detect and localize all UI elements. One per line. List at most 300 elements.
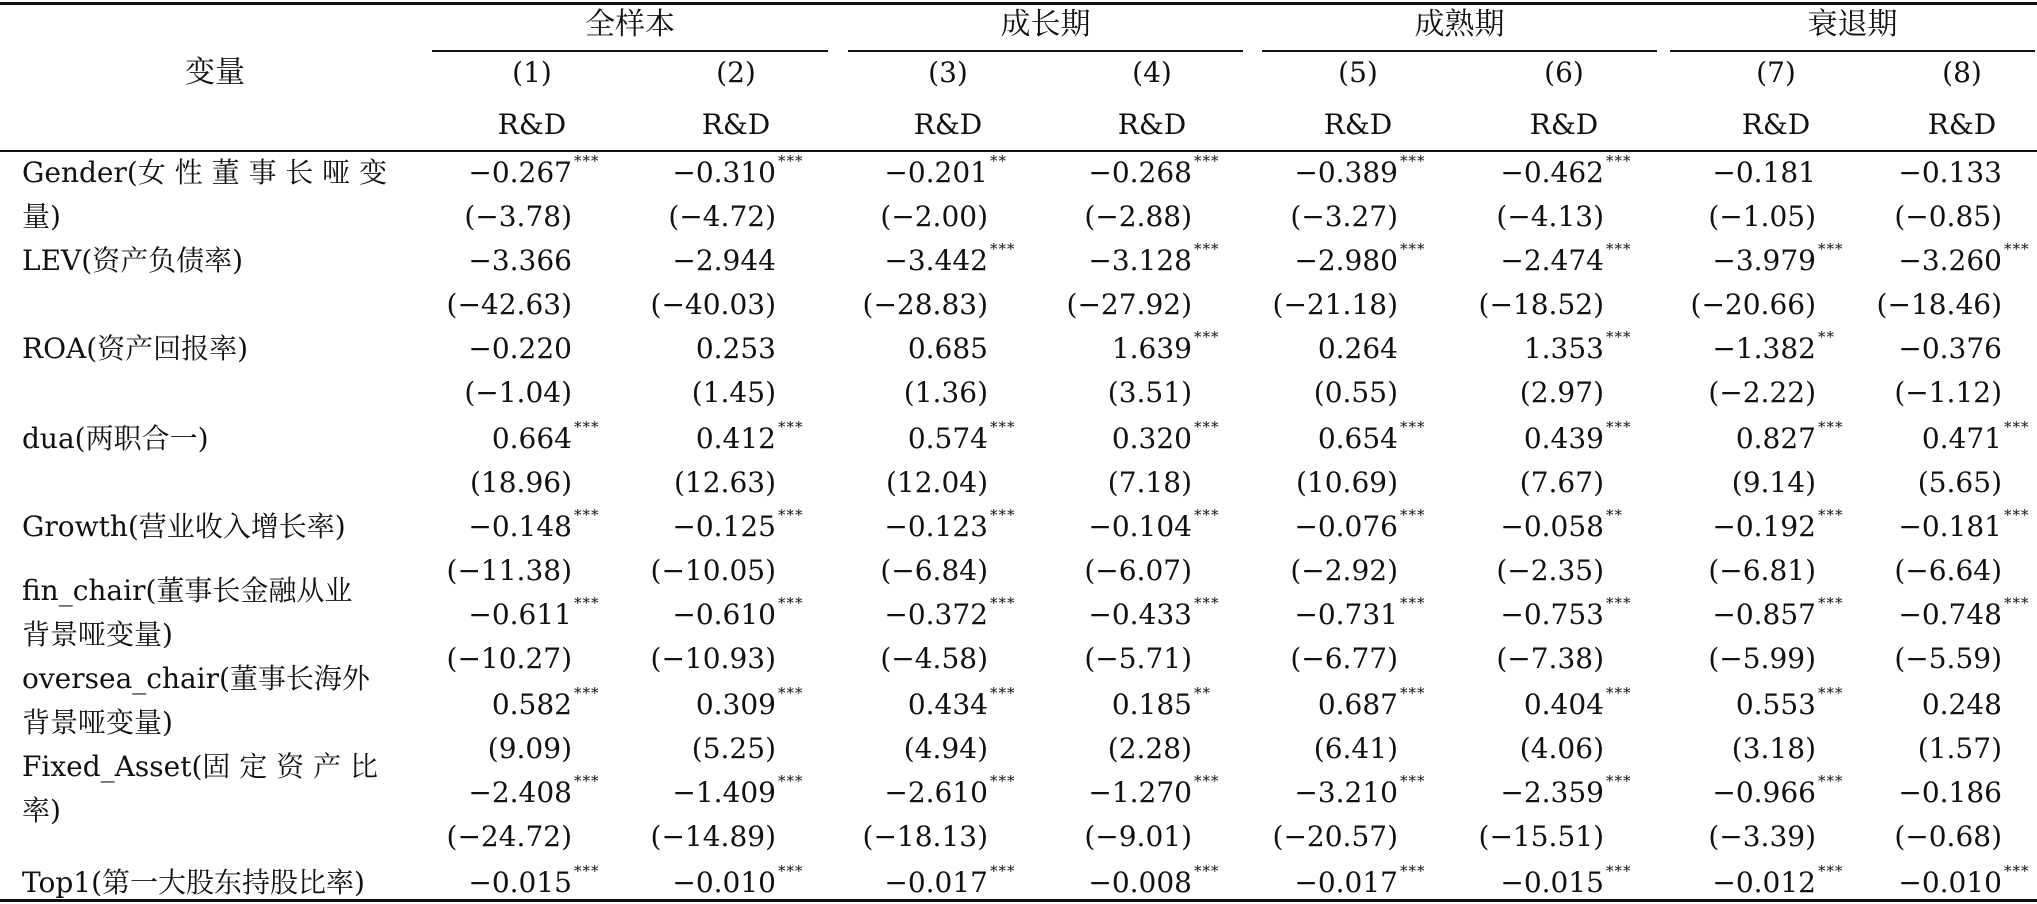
group-underline [1262, 50, 1657, 52]
significance-stars: *** [2004, 594, 2030, 612]
coefficient-value: 0.264 [1317, 332, 1398, 365]
coefficient-cell [788, 862, 1016, 899]
coefficient-value: −3.366 [468, 244, 572, 277]
significance-stars: *** [574, 772, 600, 790]
dependent-variable: R&D [497, 108, 567, 141]
t-statistic: (−27.92) [1066, 288, 1192, 321]
coefficient-cell [1198, 594, 1426, 631]
significance-stars: *** [990, 684, 1016, 702]
t-statistic: (2.28) [1107, 732, 1192, 765]
significance-stars: *** [778, 418, 804, 436]
t-statistic: (5.65) [1917, 466, 2002, 499]
coefficient-cell [372, 594, 600, 631]
coefficient-value: 0.553 *** [1735, 684, 1844, 721]
significance-stars: *** [1400, 418, 1426, 436]
t-statistic: (−24.72) [446, 820, 572, 853]
coefficient-value: −0.104 *** [1088, 506, 1220, 543]
significance-stars: *** [1194, 594, 1220, 612]
t-statistic: (18.96) [469, 466, 572, 499]
significance-stars: *** [1194, 240, 1220, 258]
coefficient-cell [788, 418, 1016, 455]
t-statistic: (4.06) [1519, 732, 1604, 765]
coefficient-cell [372, 152, 600, 189]
significance-stars: *** [778, 772, 804, 790]
dependent-variable: R&D [913, 108, 983, 141]
coefficient-cell [372, 506, 600, 543]
t-statistic: (−2.88) [1084, 200, 1192, 233]
coefficient-cell [1802, 418, 2030, 455]
t-statistic: (1.36) [903, 376, 988, 409]
significance-stars: *** [1400, 506, 1426, 524]
coefficient-value: −0.610 *** [672, 594, 804, 631]
t-statistic: (−4.72) [668, 200, 776, 233]
t-statistic: (−11.38) [446, 554, 572, 587]
significance-stars: *** [1606, 240, 1632, 258]
coefficient-cell [992, 418, 1220, 455]
significance-stars: *** [990, 240, 1016, 258]
coefficient-cell [992, 328, 1220, 365]
t-statistic: (7.18) [1107, 466, 1192, 499]
significance-stars: *** [2004, 418, 2030, 436]
significance-stars: *** [1818, 240, 1844, 258]
coefficient-cell [372, 334, 572, 364]
coefficient-value: −0.462 *** [1500, 152, 1632, 189]
variable-label: 率) [22, 794, 61, 827]
coefficient-cell [372, 418, 600, 455]
coefficient-value: −3.260 *** [1898, 240, 2030, 277]
t-statistic: (9.14) [1731, 466, 1816, 499]
significance-stars: *** [1606, 418, 1632, 436]
coefficient-value: 0.253 [695, 332, 776, 365]
significance-stars: *** [1818, 594, 1844, 612]
variable-label: 背景哑变量) [22, 706, 173, 739]
coefficient-cell [576, 418, 804, 455]
coefficient-value: 0.582 *** [491, 684, 600, 721]
t-statistic: (−4.58) [880, 642, 988, 675]
column-number: (2) [716, 56, 756, 89]
significance-stars: *** [1818, 418, 1844, 436]
coefficient-cell [1198, 152, 1426, 189]
significance-stars: *** [2004, 862, 2030, 880]
coefficient-cell [372, 772, 600, 809]
coefficient-value: 0.434 *** [907, 684, 1016, 721]
column-number: (6) [1544, 56, 1584, 89]
significance-stars: *** [1194, 772, 1220, 790]
coefficient-cell [1616, 328, 1835, 365]
t-statistic: (−0.85) [1894, 200, 2002, 233]
column-number: (8) [1942, 56, 1982, 89]
coefficient-cell [1404, 240, 1632, 277]
significance-stars: *** [990, 862, 1016, 880]
coefficient-cell [1198, 240, 1426, 277]
coefficient-value: −0.015 *** [468, 862, 600, 899]
coefficient-value: −0.010 *** [672, 862, 804, 899]
coefficient-value: 0.471 *** [1921, 418, 2030, 455]
coefficient-value: −0.133 [1898, 156, 2002, 189]
variable-label: Top1(第一大股东持股比率) [22, 866, 365, 899]
coefficient-cell [1802, 158, 2002, 188]
t-statistic: (3.18) [1731, 732, 1816, 765]
group-header: 成熟期 [1414, 7, 1505, 42]
significance-stars: *** [778, 862, 804, 880]
significance-stars: *** [1606, 772, 1632, 790]
coefficient-value: −3.442 *** [884, 240, 1016, 277]
coefficient-value: 0.827 *** [1735, 418, 1844, 455]
dependent-variable: R&D [1927, 108, 1997, 141]
coefficient-value: −0.220 [468, 332, 572, 365]
coefficient-cell [1616, 506, 1844, 543]
coefficient-value: 0.574 *** [907, 418, 1016, 455]
coefficient-cell [1198, 772, 1426, 809]
significance-stars: ** [1818, 328, 1835, 346]
t-statistic: (−4.13) [1496, 200, 1604, 233]
t-statistic: (−1.04) [464, 376, 572, 409]
group-header: 衰退期 [1807, 7, 1898, 42]
t-statistic: (−10.05) [650, 554, 776, 587]
coefficient-cell [372, 684, 600, 721]
variable-label: Growth(营业收入增长率) [22, 510, 346, 543]
coefficient-cell [992, 152, 1220, 189]
group-header: 成长期 [1000, 7, 1091, 42]
coefficient-value: −0.181 [1712, 156, 1816, 189]
coefficient-cell [992, 240, 1220, 277]
coefficient-value: −0.017 *** [884, 862, 1016, 899]
coefficient-cell [788, 506, 1016, 543]
coefficient-value: 0.687 *** [1317, 684, 1426, 721]
t-statistic: (−7.38) [1496, 642, 1604, 675]
coefficient-value: −0.966 *** [1712, 772, 1844, 809]
coefficient-cell [576, 684, 804, 721]
coefficient-cell [992, 506, 1220, 543]
coefficient-value: 0.404 *** [1523, 684, 1632, 721]
coefficient-cell [576, 246, 776, 276]
group-underline [432, 50, 828, 52]
significance-stars: *** [1400, 684, 1426, 702]
coefficient-cell [1198, 862, 1426, 899]
variable-label: ROA(资产回报率) [22, 332, 249, 365]
significance-stars: *** [1606, 594, 1632, 612]
significance-stars: *** [1194, 506, 1220, 524]
significance-stars: *** [574, 418, 600, 436]
significance-stars: *** [1194, 328, 1220, 346]
significance-stars: *** [574, 506, 600, 524]
coefficient-cell [1802, 690, 2002, 720]
significance-stars: *** [2004, 240, 2030, 258]
coefficient-cell [576, 506, 804, 543]
variable-label: oversea_chair(董事长海外 [22, 662, 370, 695]
t-statistic: (−2.35) [1496, 554, 1604, 587]
coefficient-cell [1616, 862, 1844, 899]
coefficient-cell [576, 772, 804, 809]
coefficient-value: −0.857 *** [1712, 594, 1844, 631]
coefficient-value: 0.654 *** [1317, 418, 1426, 455]
coefficient-cell [1802, 594, 2030, 631]
coefficient-cell [1404, 772, 1632, 809]
t-statistic: (−1.12) [1894, 376, 2002, 409]
column-number: (7) [1756, 56, 1796, 89]
coefficient-cell [576, 862, 804, 899]
coefficient-cell [1404, 418, 1632, 455]
coefficient-value: −0.372 *** [884, 594, 1016, 631]
coefficient-value: −3.210 *** [1294, 772, 1426, 809]
t-statistic: (−21.18) [1272, 288, 1398, 321]
variable-label: fin_chair(董事长金融从业 [22, 574, 353, 607]
significance-stars: *** [1400, 594, 1426, 612]
coefficient-value: 1.353 *** [1523, 328, 1632, 365]
coefficient-value: −2.980 *** [1294, 240, 1426, 277]
t-statistic: (2.97) [1519, 376, 1604, 409]
t-statistic: (12.04) [885, 466, 988, 499]
coefficient-cell [576, 152, 804, 189]
coefficient-cell [576, 334, 776, 364]
dependent-variable: R&D [1117, 108, 1187, 141]
coefficient-cell [788, 152, 1007, 189]
significance-stars: *** [1400, 862, 1426, 880]
significance-stars: *** [574, 152, 600, 170]
significance-stars: *** [574, 862, 600, 880]
t-statistic: (−5.59) [1894, 642, 2002, 675]
coefficient-cell [788, 594, 1016, 631]
coefficient-value: −0.376 [1898, 332, 2002, 365]
coefficient-cell [1616, 418, 1844, 455]
coefficient-value: −2.474 *** [1500, 240, 1632, 277]
t-statistic: (−5.71) [1084, 642, 1192, 675]
t-statistic: (−2.22) [1708, 376, 1816, 409]
coefficient-cell [1616, 684, 1844, 721]
coefficient-cell [1198, 418, 1426, 455]
t-statistic: (0.55) [1313, 376, 1398, 409]
t-statistic: (6.41) [1313, 732, 1398, 765]
coefficient-value: −0.748 *** [1898, 594, 2030, 631]
significance-stars: *** [990, 594, 1016, 612]
t-statistic: (−28.83) [862, 288, 988, 321]
coefficient-value: −0.731 *** [1294, 594, 1426, 631]
coefficient-cell [788, 772, 1016, 809]
coefficient-cell [1802, 506, 2030, 543]
t-statistic: (−2.92) [1290, 554, 1398, 587]
coefficient-cell [788, 334, 988, 364]
coefficient-cell [1802, 240, 2030, 277]
coefficient-value: −0.201 ** [884, 152, 1007, 189]
coefficient-cell [1404, 594, 1632, 631]
significance-stars: *** [1818, 772, 1844, 790]
group-header: 全样本 [585, 7, 675, 42]
t-statistic: (−15.51) [1478, 820, 1604, 853]
coefficient-cell [992, 684, 1211, 721]
coefficient-cell [1198, 334, 1398, 364]
t-statistic: (−10.27) [446, 642, 572, 675]
coefficient-cell [1616, 772, 1844, 809]
variable-label: Fixed_Asset(固 定 资 产 比 [22, 750, 378, 783]
coefficient-cell [1404, 152, 1632, 189]
significance-stars: *** [1818, 684, 1844, 702]
variable-label: 背景哑变量) [22, 618, 173, 651]
t-statistic: (−2.00) [880, 200, 988, 233]
significance-stars: *** [1400, 152, 1426, 170]
coefficient-value: 0.320 *** [1111, 418, 1220, 455]
significance-stars: *** [990, 418, 1016, 436]
coefficient-value: 0.439 *** [1523, 418, 1632, 455]
coefficient-value: −2.610 *** [884, 772, 1016, 809]
significance-stars: *** [778, 152, 804, 170]
column-number: (4) [1132, 56, 1172, 89]
t-statistic: (12.63) [673, 466, 776, 499]
dependent-variable: R&D [701, 108, 771, 141]
coefficient-value: 0.185 ** [1111, 684, 1211, 721]
variable-label: Gender(女 性 董 事 长 哑 变 [22, 156, 388, 189]
t-statistic: (−6.77) [1290, 642, 1398, 675]
coefficient-value: −0.125 *** [672, 506, 804, 543]
t-statistic: (−9.01) [1084, 820, 1192, 853]
t-statistic: (3.51) [1107, 376, 1192, 409]
coefficient-cell [1404, 506, 1623, 543]
significance-stars: *** [1818, 862, 1844, 880]
t-statistic: (−6.84) [880, 554, 988, 587]
significance-stars: *** [2004, 506, 2030, 524]
coefficient-value: −2.359 *** [1500, 772, 1632, 809]
coefficient-value: −0.753 *** [1500, 594, 1632, 631]
t-statistic: (−3.27) [1290, 200, 1398, 233]
significance-stars: *** [778, 506, 804, 524]
coefficient-value: −0.076 *** [1294, 506, 1426, 543]
coefficient-value: −0.181 *** [1898, 506, 2030, 543]
coefficient-value: −0.017 *** [1294, 862, 1426, 899]
t-statistic: (−5.99) [1708, 642, 1816, 675]
coefficient-value: −0.389 *** [1294, 152, 1426, 189]
variable-label: 量) [22, 200, 61, 233]
coefficient-cell [1802, 334, 2002, 364]
t-statistic: (1.57) [1917, 732, 2002, 765]
coefficient-value: −0.268 *** [1088, 152, 1220, 189]
significance-stars: *** [574, 684, 600, 702]
coefficient-cell [1404, 328, 1632, 365]
t-statistic: (−6.64) [1894, 554, 2002, 587]
t-statistic: (−18.46) [1876, 288, 2002, 321]
t-statistic: (−42.63) [446, 288, 572, 321]
significance-stars: ** [1194, 684, 1211, 702]
significance-stars: *** [1194, 862, 1220, 880]
coefficient-cell [992, 594, 1220, 631]
coefficient-cell [992, 772, 1220, 809]
top-rule [0, 2, 2037, 5]
dependent-variable: R&D [1529, 108, 1599, 141]
significance-stars: *** [990, 772, 1016, 790]
coefficient-cell [992, 862, 1220, 899]
significance-stars: *** [1606, 152, 1632, 170]
significance-stars: *** [1606, 328, 1632, 346]
coefficient-cell [1198, 506, 1426, 543]
coefficient-value: −1.382 ** [1712, 328, 1835, 365]
significance-stars: ** [990, 152, 1007, 170]
coefficient-value: −2.944 [672, 244, 776, 277]
dependent-variable: R&D [1323, 108, 1393, 141]
significance-stars: *** [1606, 684, 1632, 702]
t-statistic: (5.25) [691, 732, 776, 765]
group-underline [848, 50, 1243, 52]
coefficient-cell [1802, 862, 2030, 899]
coefficient-value: −1.270 *** [1088, 772, 1220, 809]
bottom-rule [0, 899, 2037, 902]
header-variable-label: 变量 [185, 55, 245, 90]
t-statistic: (1.45) [691, 376, 776, 409]
significance-stars: *** [574, 594, 600, 612]
coefficient-value: −0.433 *** [1088, 594, 1220, 631]
coefficient-cell [788, 240, 1016, 277]
t-statistic: (−14.89) [650, 820, 776, 853]
t-statistic: (−20.66) [1690, 288, 1816, 321]
t-statistic: (−18.52) [1478, 288, 1604, 321]
variable-label: dua(两职合一) [22, 422, 209, 455]
t-statistic: (−3.78) [464, 200, 572, 233]
coefficient-value: −3.128 *** [1088, 240, 1220, 277]
significance-stars: *** [1400, 772, 1426, 790]
coefficient-value: −0.310 *** [672, 152, 804, 189]
column-number: (5) [1338, 56, 1378, 89]
t-statistic: (−0.68) [1894, 820, 2002, 853]
significance-stars: *** [1818, 506, 1844, 524]
coefficient-value: −1.409 *** [672, 772, 804, 809]
coefficient-value: −0.186 [1898, 776, 2002, 809]
coefficient-cell [1616, 158, 1816, 188]
coefficient-value: −0.611 *** [468, 594, 600, 631]
t-statistic: (−6.81) [1708, 554, 1816, 587]
coefficient-value: −0.267 *** [468, 152, 600, 189]
group-underline [1670, 50, 2035, 52]
significance-stars: *** [778, 594, 804, 612]
significance-stars: *** [1194, 418, 1220, 436]
significance-stars: *** [990, 506, 1016, 524]
coefficient-cell [576, 594, 804, 631]
coefficient-cell [1404, 684, 1632, 721]
coefficient-cell [1616, 240, 1844, 277]
variable-label: LEV(资产负债率) [22, 244, 244, 277]
coefficient-cell [788, 684, 1016, 721]
coefficient-value: 1.639 *** [1111, 328, 1220, 365]
t-statistic: (7.67) [1519, 466, 1604, 499]
column-number: (1) [512, 56, 552, 89]
t-statistic: (−6.07) [1084, 554, 1192, 587]
t-statistic: (9.09) [487, 732, 572, 765]
t-statistic: (−10.93) [650, 642, 776, 675]
coefficient-value: −0.012 *** [1712, 862, 1844, 899]
t-statistic: (−1.05) [1708, 200, 1816, 233]
coefficient-value: −0.058 ** [1500, 506, 1623, 543]
coefficient-value: −0.148 *** [468, 506, 600, 543]
coefficient-value: 0.248 [1921, 688, 2002, 721]
dependent-variable: R&D [1741, 108, 1811, 141]
header-bottom-rule [0, 150, 2037, 152]
t-statistic: (10.69) [1295, 466, 1398, 499]
coefficient-value: 0.664 *** [491, 418, 600, 455]
t-statistic: (−18.13) [862, 820, 988, 853]
coefficient-value: −0.010 *** [1898, 862, 2030, 899]
coefficient-value: −2.408 *** [468, 772, 600, 809]
coefficient-value: −0.015 *** [1500, 862, 1632, 899]
coefficient-value: −3.979 *** [1712, 240, 1844, 277]
significance-stars: *** [1194, 152, 1220, 170]
coefficient-value: 0.685 [907, 332, 988, 365]
t-statistic: (−20.57) [1272, 820, 1398, 853]
t-statistic: (−3.39) [1708, 820, 1816, 853]
coefficient-cell [1616, 594, 1844, 631]
t-statistic: (4.94) [903, 732, 988, 765]
significance-stars: *** [1606, 862, 1632, 880]
coefficient-cell [1802, 778, 2002, 808]
coefficient-value: −0.008 *** [1088, 862, 1220, 899]
coefficient-value: −0.192 *** [1712, 506, 1844, 543]
significance-stars: *** [1400, 240, 1426, 258]
significance-stars: ** [1606, 506, 1623, 524]
